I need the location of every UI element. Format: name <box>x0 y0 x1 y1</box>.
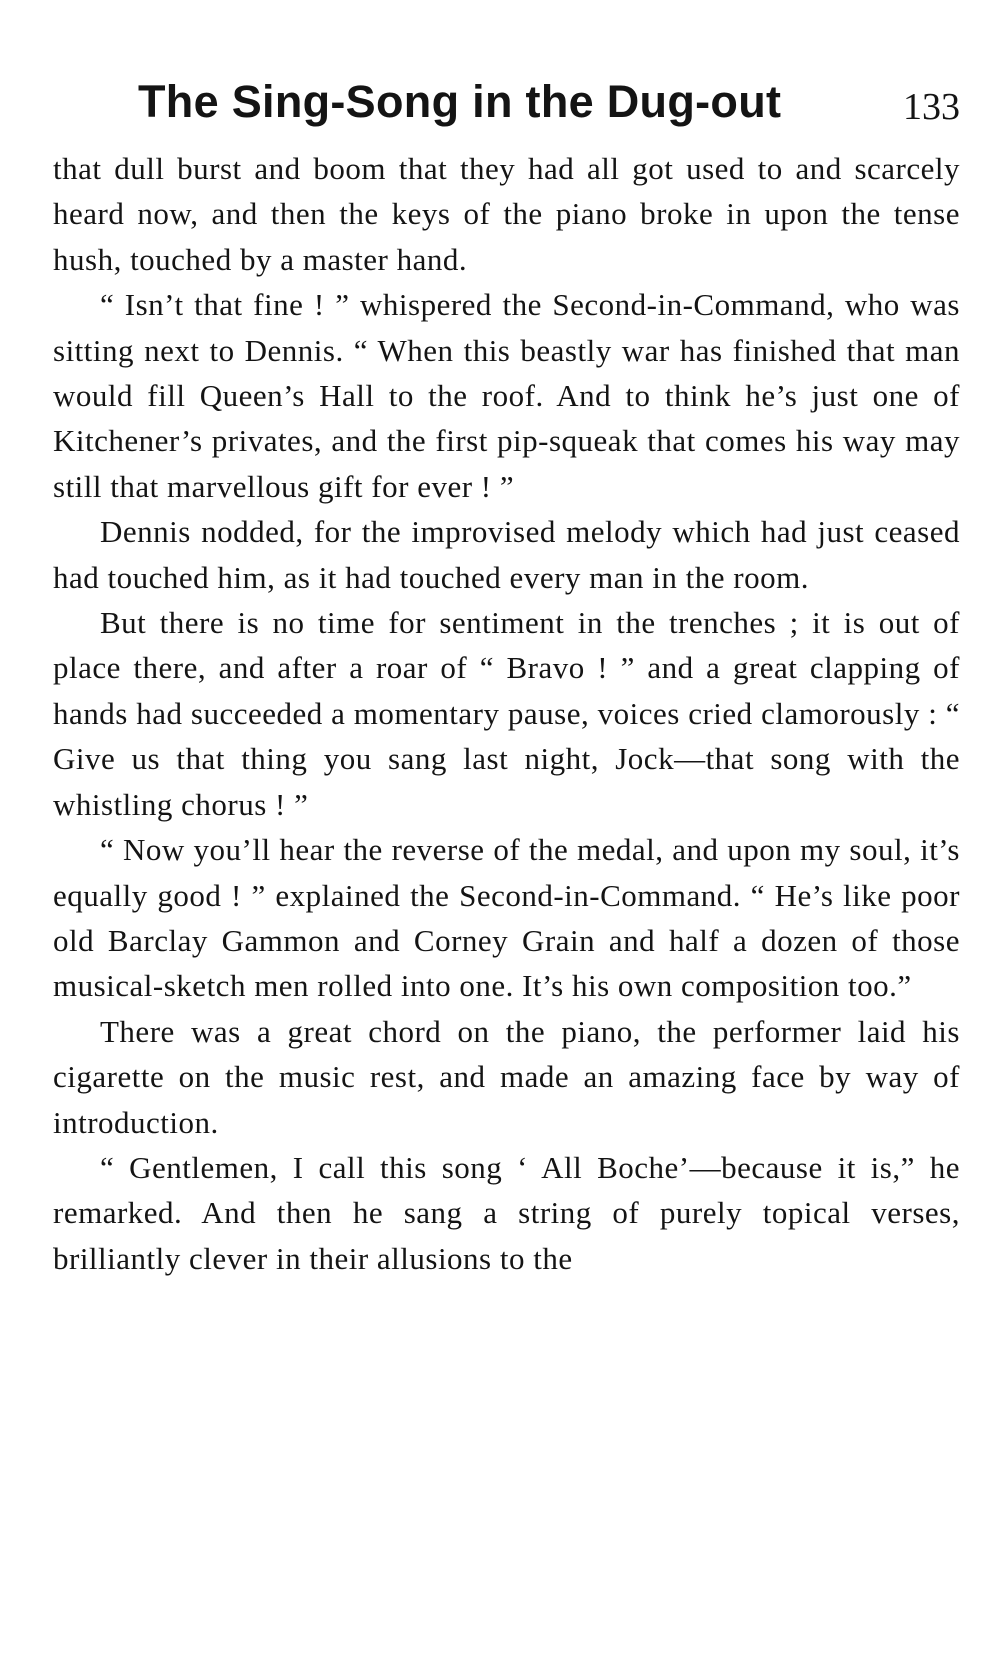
paragraph-7: “ Gentlemen, I call this song ‘ All Boche’—because it is,” he remarked. And then he sang a string of purely topical verses, brilliantly clever in their allusions to the <box>53 1149 960 1276</box>
paragraph-5: “ Now you’ll hear the reverse of the medal, and upon my soul, it’s equally good ! ” explained the Second-in-Command. “ He’s like poor old Barclay Gammon and Corney Grain and half a dozen of those musical-sketch men rolled into one. It’s his own composition too.” <box>53 832 960 1004</box>
paragraph-3: Dennis nodded, for the improvised melody which had just ceased had touched him, as it had touched every man in the room. <box>53 514 960 595</box>
paragraph-2: “ Isn’t that fine ! ” whispered the Second-in-Command, who was sitting next to Dennis. “ When this beastly war has finished that man would fill Queen’s Hall to the roof. And to think he’s just one of Kitchener’s privates, and the first pip-squeak that comes his way may still that marvellous gift for ever ! ” <box>53 287 960 504</box>
paragraph-1: that dull burst and boom that they had all got used to and scarcely heard now, and then the keys of the piano broke in upon the tense hush, touched by a master hand. <box>53 151 960 277</box>
page-header <box>138 70 960 140</box>
paragraph-6: There was a great chord on the piano, the performer laid his cigarette on the music rest, and made an amazing face by way of introduction. <box>53 1013 960 1140</box>
page-number: 133 <box>903 86 960 128</box>
running-title: The Sing-Song in the Dug-out <box>138 76 782 127</box>
paragraph-4: But there is no time for sentiment in the trenches ; it is out of place there, and after a roar of “ Bravo ! ” and a great clapping of hands had succeeded a momentary pause, voices cried clamorously : “ Give us that thing you sang last night, Jock—that song with the whistling chorus ! ” <box>53 605 960 822</box>
body-text <box>53 146 960 1281</box>
